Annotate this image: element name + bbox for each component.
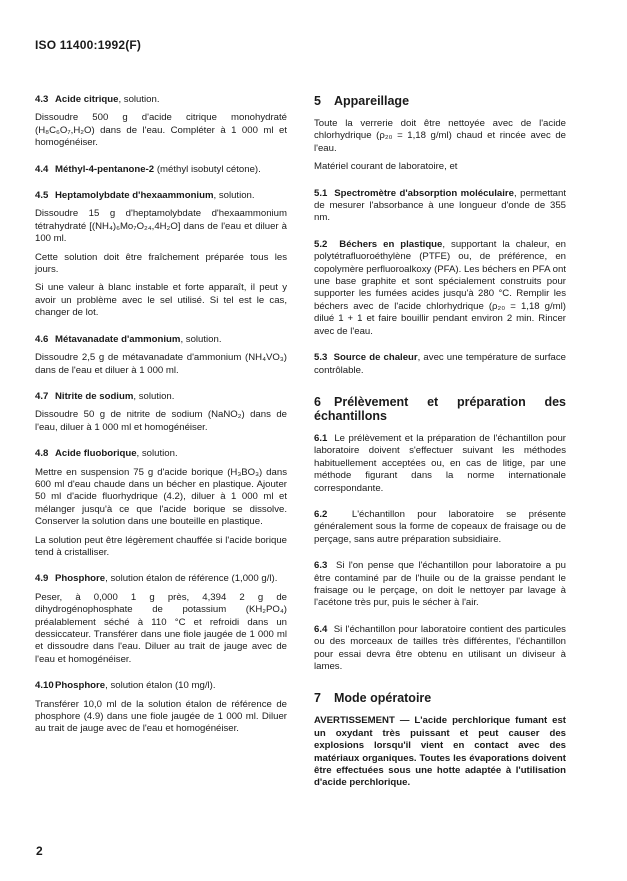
clause-title-rest: (méthyl isobutyl cétone). <box>154 163 261 175</box>
clause-title: Heptamolybdate d'hexaammonium <box>55 190 214 202</box>
clause-text: Si l'échantillon pour laboratoire contient des particules ou des morceaux de tailles très différentes, l'échantillon pour essai devra être obtenu en utilisant un diviseur à lames. <box>314 623 566 672</box>
clause-title: Phosphore <box>55 573 106 585</box>
clause-number: 4.5 <box>35 190 49 202</box>
clause-number: 5.3 <box>314 352 328 364</box>
section-title: Prélèvement et préparation des échantillons <box>314 394 566 423</box>
section-7-heading <box>314 691 566 705</box>
clause-4-8-text-2: La solution peut être légèrement chauffée si l'acide borique tend à cristalliser. <box>35 534 287 558</box>
section-number: 7 <box>314 691 321 706</box>
clause-4-9-text: Peser, à 0,000 1 g près, 4,394 2 g de dihydrogénophosphate de potassium (KH₂PO₄) préalablement séché à 110 °C et refroidi dans un dessiccateur. Transférer dans une fiole jaugée de 1 000 ml et dissoudre dans l'eau. Diluer au trait de jauge avec de l'eau et homogénéiser. <box>35 591 287 665</box>
clause-4-8-heading <box>35 448 287 460</box>
right-column <box>314 94 566 790</box>
clause-title-rest: , solution. <box>136 448 178 460</box>
clause-title-rest: , solution. <box>180 333 222 345</box>
clause-title: Source de chaleur <box>333 352 418 364</box>
clause-title: Béchers en plastique <box>339 238 443 250</box>
clause-title-rest: , solution. <box>133 390 175 402</box>
clause-number: 4.9 <box>35 573 49 585</box>
clause-title-rest: , solution étalon de référence (1,000 g/l). <box>105 573 278 585</box>
clause-4-7-text: Dissoudre 50 g de nitrite de sodium (NaNO₂) dans de l'eau, diluer à 1 000 ml et homogénéiser. <box>35 409 287 433</box>
section-title: Mode opératoire <box>334 691 432 706</box>
section-title: Appareillage <box>334 94 410 108</box>
clause-text: , permettant de mesurer l'absorbance à une longueur d'onde de 355 nm. <box>314 187 566 224</box>
section-5-text-2: Matériel courant de laboratoire, et <box>314 161 458 173</box>
clause-number: 6.3 <box>314 560 328 572</box>
clause-title: Méthyl-4-pentanone-2 <box>55 163 155 175</box>
clause-number: 5.2 <box>314 238 328 250</box>
clause-4-6-text: Dissoudre 2,5 g de métavanadate d'ammonium (NH₄VO₃) dans de l'eau et diluer à 1 000 ml. <box>35 352 287 376</box>
clause-4-3-text: Dissoudre 500 g d'acide citrique monohydraté (H₈C₆O₇,H₂O) dans de l'eau. Compléter à 1 000 ml et homogénéiser. <box>35 112 287 149</box>
clause-text: L'échantillon pour laboratoire se présente généralement sous la forme de copeaux de fraisage ou de perçage, sans autre préparation subsidiaire. <box>314 508 566 545</box>
clause-text: Le prélèvement et la préparation de l'échantillon pour laboratoire doivent s'effectuer suivant les méthodes habituellement acceptées ou, en cas de litige, par une méthode figurant dans la norme internationale correspondante. <box>314 432 566 494</box>
clause-number: 4.3 <box>35 94 49 105</box>
clause-4-10-text: Transférer 10,0 ml de la solution étalon de référence de phosphore (4.9) dans une fiole jaugée de 1 000 ml. Diluer au trait de jauge avec de l'eau et homogénéiser. <box>35 698 287 735</box>
clause-number: 6.2 <box>314 508 328 520</box>
clause-5-3 <box>314 352 566 377</box>
clause-6-1 <box>314 433 566 495</box>
clause-number: 4.6 <box>35 333 49 345</box>
clause-title: Nitrite de sodium <box>55 390 134 402</box>
page-number: 2 <box>36 844 43 858</box>
section-5-text: Toute la verrerie doit être nettoyée avec de l'acide chlorhydrique (ρ₂₀ = 1,18 g/ml) chaud et rincée avec de l'eau. <box>314 118 566 154</box>
clause-title: Acide fluoborique <box>55 448 137 460</box>
clause-title-rest: , solution étalon (10 mg/l). <box>105 680 216 692</box>
clause-title-rest: , solution. <box>118 94 160 105</box>
clause-title-rest: , solution. <box>213 190 255 202</box>
clause-6-2 <box>314 509 566 546</box>
clause-4-10-heading <box>35 680 287 692</box>
clause-4-5-heading <box>35 190 287 202</box>
section-number: 5 <box>314 94 321 108</box>
clause-4-5-text-2: Cette solution doit être fraîchement préparée tous les jours. <box>35 251 287 276</box>
clause-number: 4.7 <box>35 390 49 402</box>
clause-4-5-text-3: Si une valeur à blanc instable et forte apparaît, il peut y avoir un problème avec le sel utilisé. Si tel est le cas, changer de lot. <box>35 282 287 319</box>
section-6-heading <box>314 395 566 423</box>
clause-4-8-text: Mettre en suspension 75 g d'acide borique (H₃BO₃) dans 600 ml d'eau chaude dans un bécher en plastique. Ajouter 50 ml d'acide fluorhydrique (4.2), diluer à 1 000 ml et mélanger jusqu'à ce que l'acide borique se dissolve. Conserver la solution dans une bouteille en plastique. <box>35 466 287 528</box>
clause-6-3 <box>314 560 566 610</box>
clause-title: Spectromètre d'absorption moléculaire <box>334 187 515 199</box>
clause-text: , supportant la chaleur, en polytétrafluoroéthylène (PTFE) ou, de préférence, en copolymère perfluoroalkoxy (PFA). Les béchers en PFA ont une base graphite et sont spécialement construits pour supporter les fumées acides jusqu'à 280 °C. Remplir les béchers avec de l'acide chlorhydrique (ρ₂₀ = 1,18 g/ml) dilué 1 + 1 et faire bouillir pendant environ 2 min. Rincer avec de l'eau. <box>314 238 566 337</box>
clause-text: , avec une température de surface contrôlable. <box>314 352 567 376</box>
section-number: 6 <box>314 394 321 409</box>
clause-6-4 <box>314 624 566 674</box>
clause-5-2 <box>314 239 566 338</box>
clause-4-7-heading <box>35 391 287 403</box>
clause-title: Métavanadate d'ammonium <box>55 333 181 345</box>
clause-4-5-text: Dissoudre 15 g d'heptamolybdate d'hexaammonium tétrahydraté [(NH₄)₆Mo₇O₂₄,4H₂O] dans de l'eau et diluer à 100 ml. <box>35 208 287 245</box>
clause-4-9-heading <box>35 573 287 585</box>
left-column <box>35 94 287 736</box>
clause-number: 6.1 <box>314 432 328 444</box>
document-id: ISO 11400:1992(F) <box>35 38 142 52</box>
clause-4-3-heading <box>35 94 287 106</box>
clause-title: Acide citrique <box>55 94 119 105</box>
clause-number: 5.1 <box>314 187 328 199</box>
clause-5-1 <box>314 188 566 225</box>
clause-number: 4.8 <box>35 448 49 460</box>
clause-title: Phosphore <box>55 680 106 692</box>
clause-number: 6.4 <box>314 623 328 635</box>
clause-4-4-heading <box>35 164 287 176</box>
clause-4-6-heading <box>35 334 287 346</box>
clause-text: Si l'on pense que l'échantillon pour laboratoire a pu être contaminé par de l'huile ou de la graisse pendant le fraisage ou le perçage, on doit le nettoyer par lavage à l'acétone très pur, puis le sécher à l'air. <box>314 560 566 609</box>
section-5-heading <box>314 94 566 108</box>
clause-number: 4.4 <box>35 163 49 175</box>
warning-text: AVERTISSEMENT — L'acide perchlorique fumant est un oxydant très puissant et peut causer des explosions lorsqu'il vient en contact avec des matériaux organiques. Toutes les évaporations doivent être effectuées sous une hotte adaptée à l'utilisation d'acide perchlorique. <box>314 715 566 789</box>
clause-number: 4.10 <box>35 680 54 692</box>
